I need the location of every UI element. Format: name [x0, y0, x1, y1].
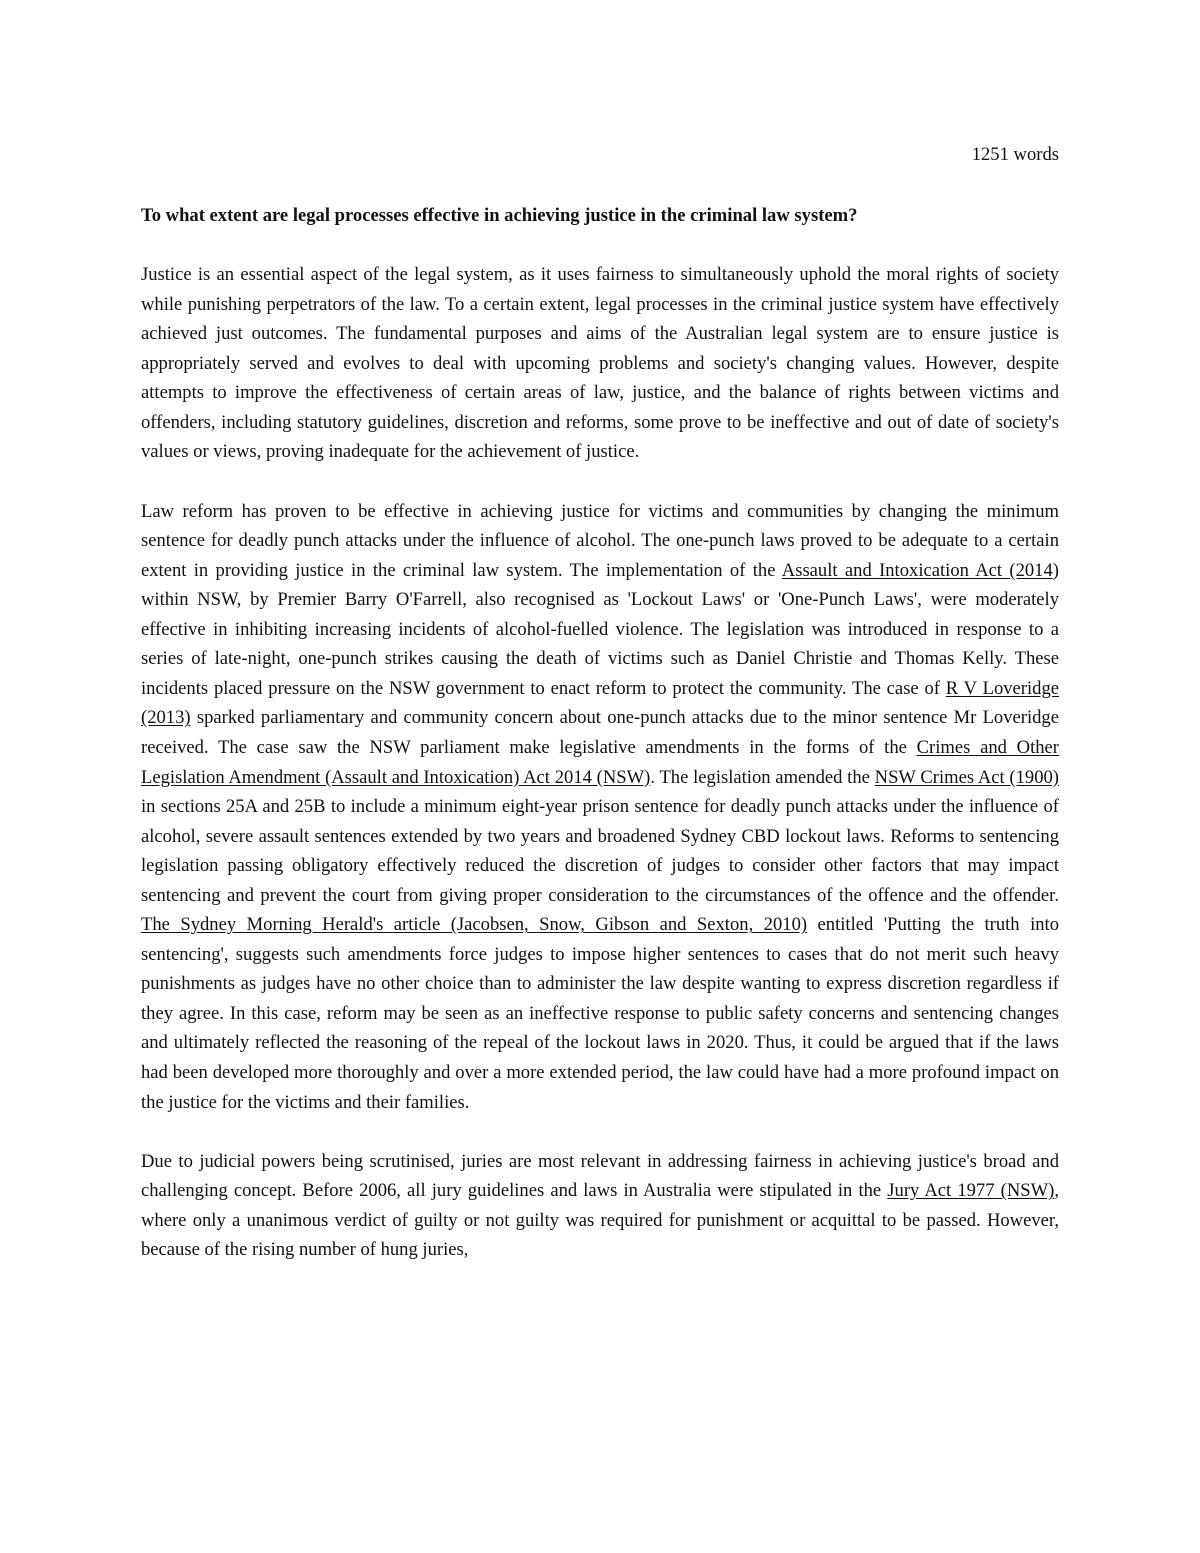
document-body	[141, 140, 1059, 1265]
paragraph-text: in sections 25A and 25B to include a minimum eight-year prison sentence for deadly punch attacks under the influence of alcohol, severe assault sentences extended by two years and broadened Sydney CBD lockout laws. Reforms to sentencing legislation passing obligatory effectively reduced the discretion of judges to consider other factors that may impact sentencing and prevent the court from giving proper consideration to the circumstances of the offence and the offender.	[141, 796, 1059, 906]
paragraph-juries	[141, 1147, 1059, 1265]
citation-nsw-crimes-act: NSW Crimes Act (1900)	[874, 766, 1059, 788]
word-count: 1251 words	[971, 144, 1059, 165]
citation-r-v-loveridge: R V Loveridge (2013)	[141, 677, 1059, 729]
citation-smh-article: The Sydney Morning Herald's article (Jacobsen, Snow, Gibson and Sexton, 2010)	[141, 914, 808, 936]
paragraph-text: Justice is an essential aspect of the legal system, as it uses fairness to simultaneously uphold the moral rights of society while punishing perpetrators of the law. To a certain extent, legal processes in the criminal justice system have effectively achieved just outcomes. The fundamental purposes and aims of the Australian legal system are to ensure justice is appropriately served and evolves to deal with upcoming problems and society's changing values. However, despite attempts to improve the effectiveness of certain areas of law, justice, and the balance of rights between victims and offenders, including statutory guidelines, discretion and reforms, some prove to be ineffective and out of date of society's values or views, proving inadequate for the achievement of justice.	[141, 264, 1059, 463]
paragraph-law-reform	[141, 497, 1059, 1117]
citation-crimes-amendment-act: Crimes and Other Legislation Amendment (Assault and Intoxication) Act 2014 (NSW)	[141, 736, 1059, 788]
paragraph-text: , where only a unanimous verdict of guilty or not guilty was required for punishment or acquittal to be passed. However, because of the rising number of hung juries,	[141, 1180, 1059, 1261]
citation-assault-intoxication-act: Assault and Intoxication Act (2014	[781, 559, 1053, 581]
paragraph-text: sparked parliamentary and community concern about one-punch attacks due to the minor sentence Mr Loveridge received. The case saw the NSW parliament make legislative amendments in the forms of the	[141, 707, 1059, 758]
paragraph-text: Due to judicial powers being scrutinised, juries are most relevant in addressing fairness in achieving justice's broad and challenging concept. Before 2006, all jury guidelines and laws in Australia were stipulated in the	[141, 1150, 1059, 1202]
paragraph-text: . The legislation amended the	[650, 766, 875, 788]
paragraph-text: entitled 'Putting the truth into sentencing', suggests such amendments force judges to impose higher sentences to cases that do not merit such heavy punishments as judges have no other choice than to administer the law despite wanting to express discretion regardless if they agree. In this case, reform may be seen as an ineffective response to public safety concerns and sentencing changes and ultimately reflected the reasoning of the repeal of the lockout laws in 2020. Thus, it could be argued that if the laws had been developed more thoroughly and over a more extended period, the law could have had a more profound impact on the justice for the victims and their families.	[141, 914, 1059, 1113]
paragraph-text: ) within NSW, by Premier Barry O'Farrell, also recognised as 'Lockout Laws' or 'One-Punch Laws', were moderately effective in inhibiting increasing incidents of alcohol-fuelled violence. The legislation was introduced in response to a series of late-night, one-punch strikes causing the death of victims such as Daniel Christie and Thomas Kelly. These incidents placed pressure on the NSW government to enact reform to protect the community. The case of	[141, 559, 1059, 699]
essay-question: To what extent are legal processes effective in achieving justice in the criminal law system?	[141, 205, 858, 226]
paragraph-text: Law reform has proven to be effective in achieving justice for victims and communities by changing the minimum sentence for deadly punch attacks under the influence of alcohol. The one-punch laws proved to be adequate to a certain extent in providing justice in the criminal law system. The implementation of the	[141, 500, 1059, 581]
paragraph-intro	[141, 260, 1059, 467]
citation-jury-act: Jury Act 1977 (NSW)	[887, 1180, 1055, 1202]
